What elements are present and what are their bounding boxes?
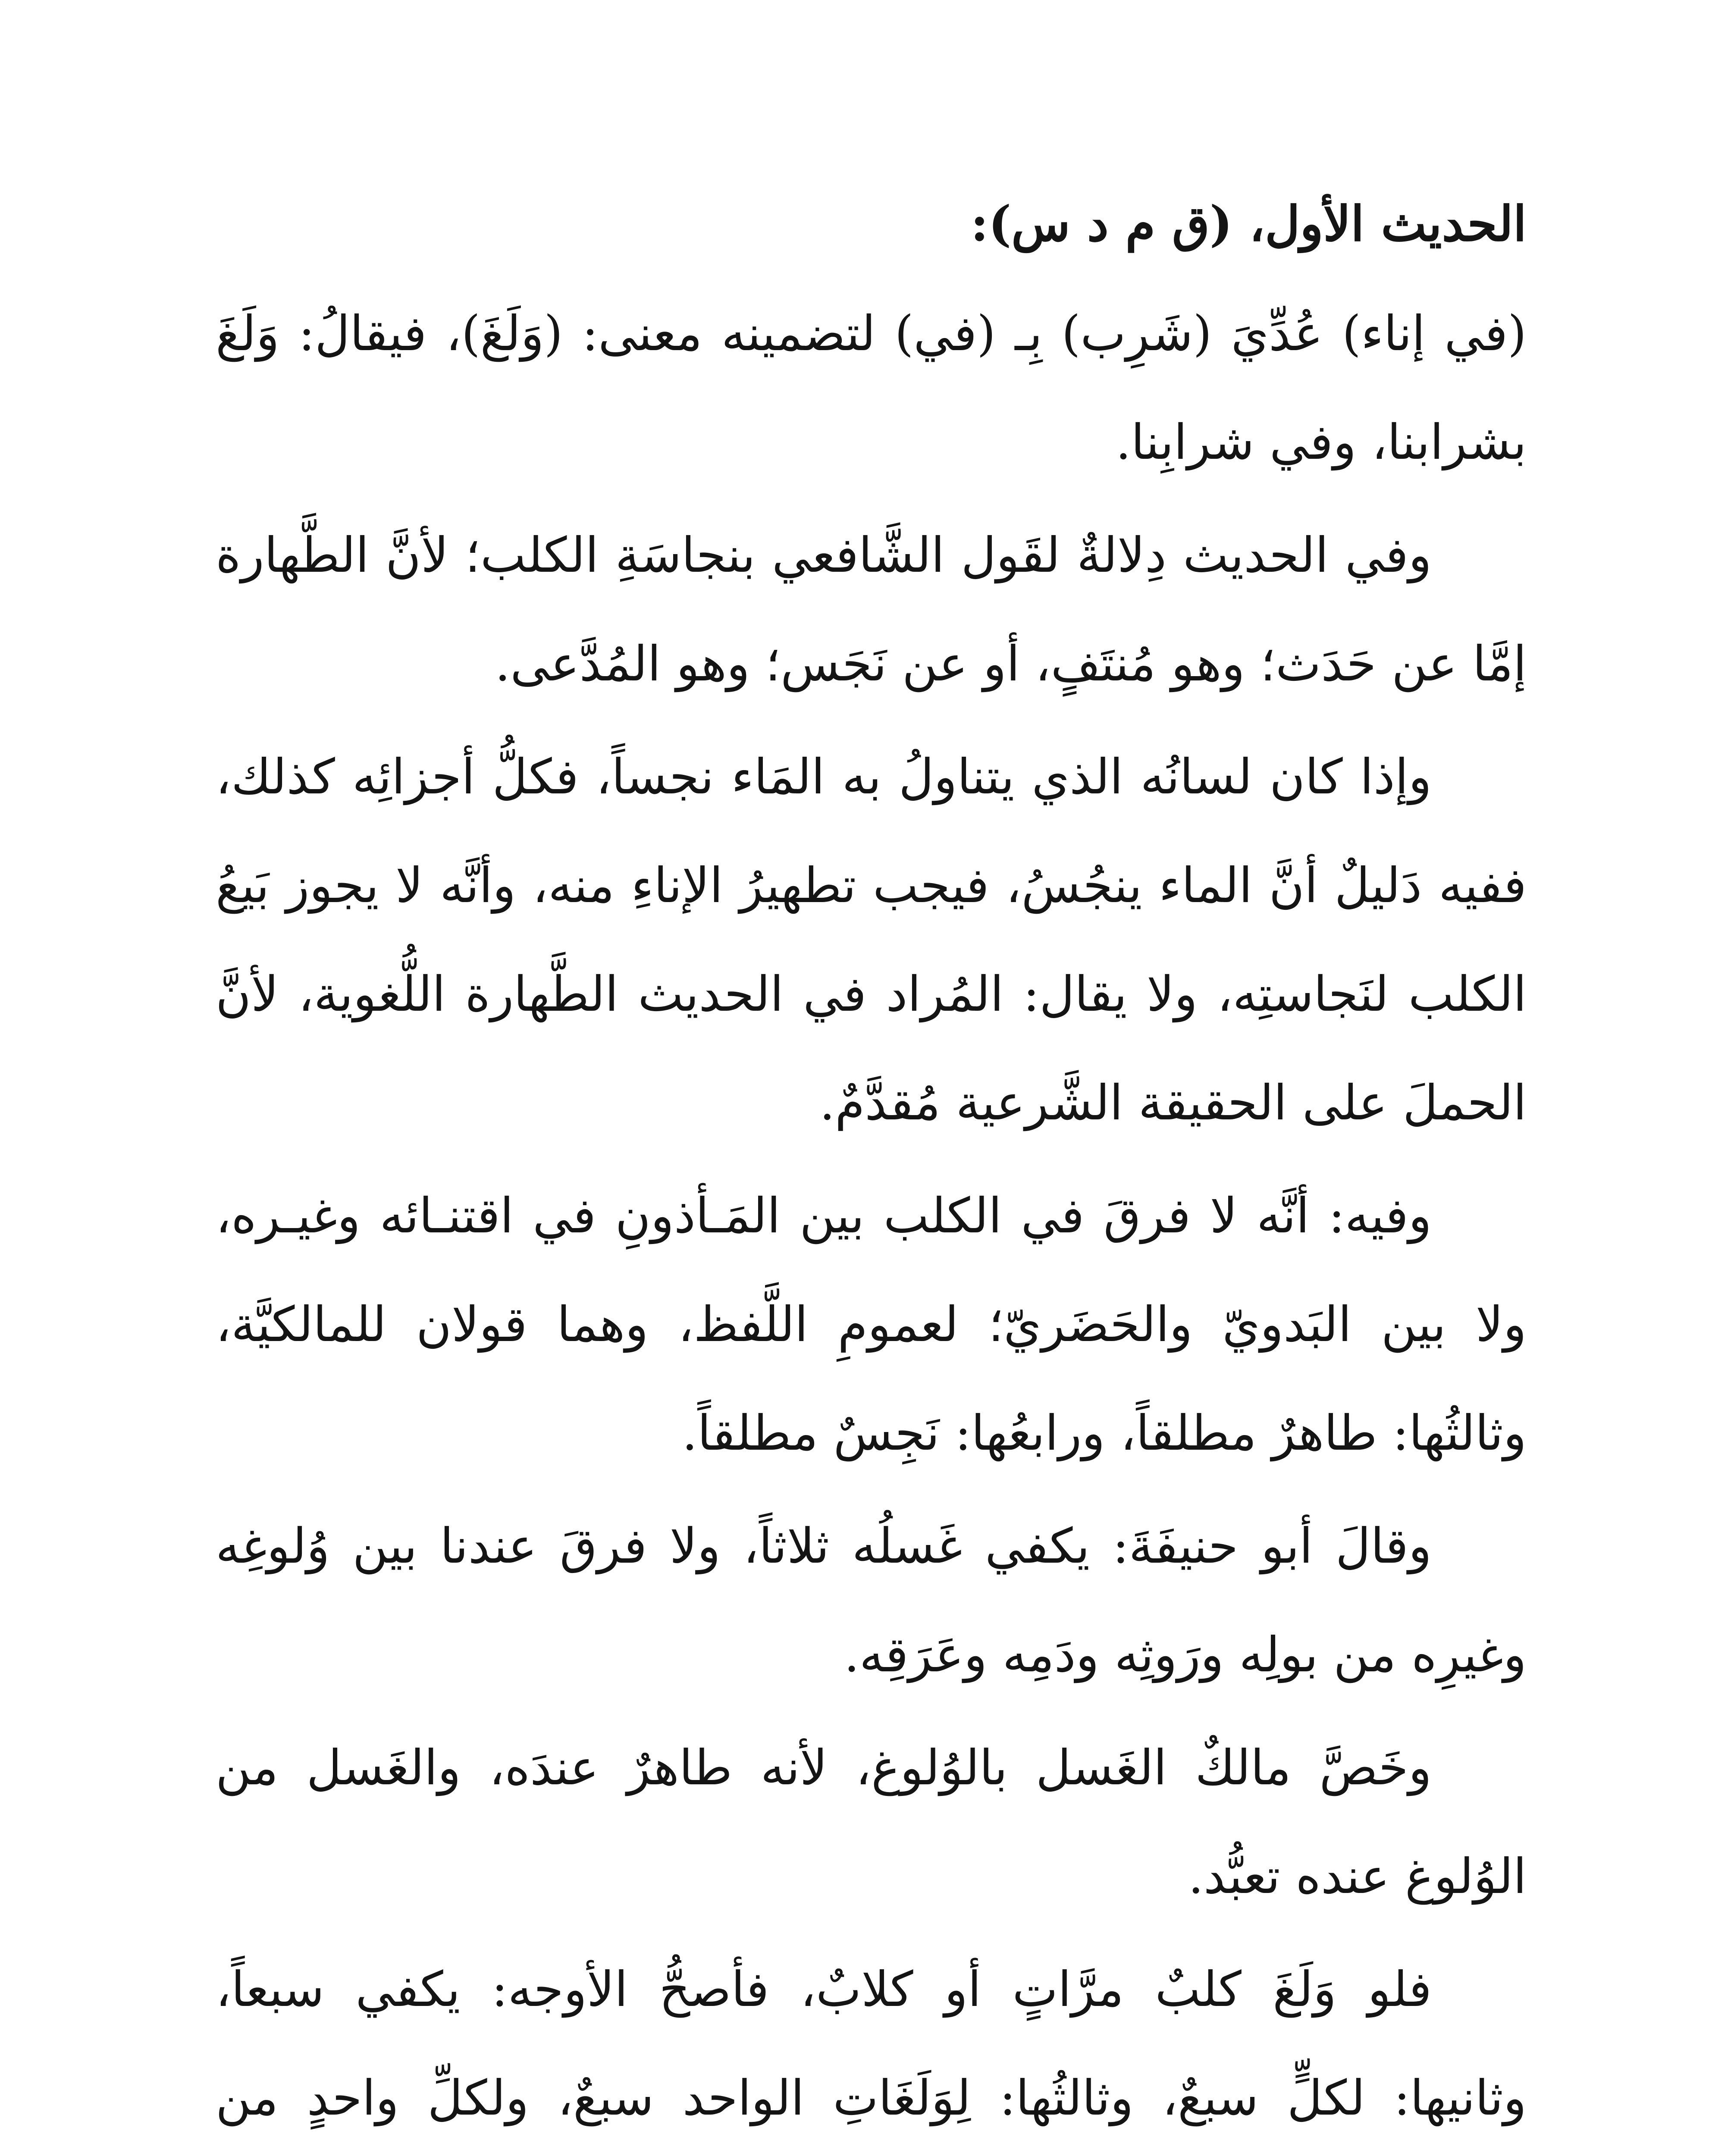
paragraph: وإذا كان لسانُه الذي يتناولُ به المَاء نجساً، فكلُّ أجزائِه كذلك، ففيه دَليلٌ أنَّ الماء ينجُسُ، فيجب تطهيرُ الإناءِ منه، وأنَّه لا يجوز بَيعُ الكلب لنَجاستِه، ولا يقال: المُراد في الحديث الطَّهارة اللُّغوية، لأنَّ الحملَ على الحقيقة الشَّرعية مُقدَّمٌ. [216, 749, 1527, 1131]
document-page [216, 190, 1527, 2156]
paragraph: وفي الحديث دِلالةٌ لقَول الشَّافعي بنجاسَةِ الكلب؛ لأنَّ الطَّهارة إمَّا عن حَدَث؛ وهو مُنتَفٍ، أو عن نَجَس؛ وهو المُدَّعى. [216, 527, 1527, 692]
paragraph: فلو وَلَغَ كلبٌ مرَّاتٍ أو كلابٌ، فأصحُّ الأوجه: يكفي سبعاً، وثانيها: لكلٍّ سبعٌ، وثالثُها: لِوَلَغَاتِ الواحد سبعٌ، ولكلِّ واحدٍ من [216, 1962, 1527, 2126]
paragraph: وخَصَّ مالكٌ الغَسل بالوُلوغ، لأنه طاهرٌ عندَه، والغَسل من الوُلوغ عنده تعبُّد. [216, 1740, 1527, 1905]
section-heading: الحديث الأول، (ق م د س): [970, 196, 1527, 252]
paragraph: وقالَ أبو حنيفَةَ: يكفي غَسلُه ثلاثاً، ولا فرقَ عندنا بين وُلوغِه وغيرِه من بولِه ورَوثِه ودَمِه وعَرَقِه. [216, 1518, 1527, 1683]
paragraph: (في إناء) عُدِّيَ (شَرِب) بِـ (في) لتضمينه معنى: (وَلَغَ)، فيقالُ: وَلَغَ بشرابنا، وفي شرابِنا. [216, 306, 1527, 470]
paragraph: وفيه: أنَّه لا فرقَ في الكلب بين المَـأذونِ في اقتنـائه وغيـره، ولا بين البَدويّ والحَضَريّ؛ لعمومِ اللَّفظ، وهما قولان للمالكيَّة، وثالثُها: طاهرٌ مطلقاً، ورابعُها: نَجِسٌ مطلقاً. [216, 1188, 1527, 1461]
